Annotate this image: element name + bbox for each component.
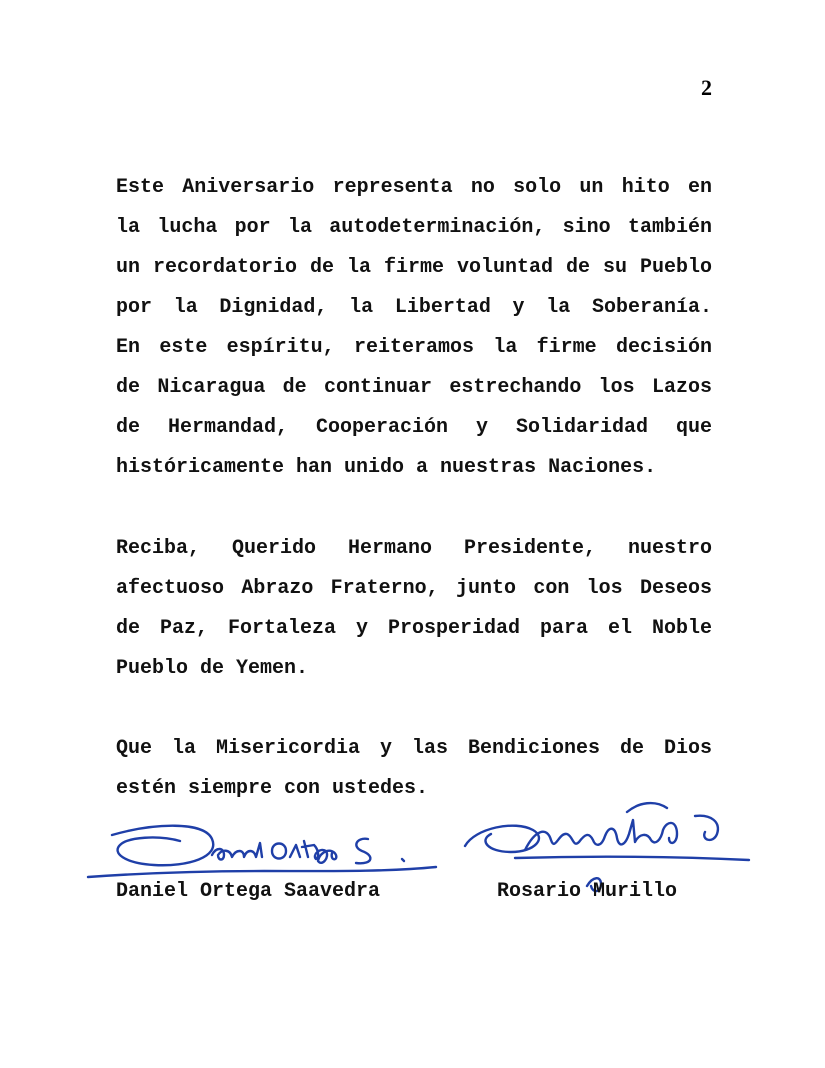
paragraph-blessing xyxy=(116,729,712,809)
paragraph-line: estén siempre con ustedes. xyxy=(116,777,429,800)
paragraph-line: Que la Misericordia y las Bendiciones de Dios xyxy=(116,737,712,760)
paragraph-line: En este espíritu, reiteramos la firme decisión xyxy=(116,336,712,359)
paragraph-line: por la Dignidad, la Libertad y la Soberanía. xyxy=(116,296,712,319)
signatory-name-ortega: Daniel Ortega Saavedra xyxy=(116,880,381,903)
paragraph-anniversary xyxy=(116,168,712,488)
paragraph-line: de Nicaragua de continuar estrechando los Lazos xyxy=(116,376,712,399)
paragraph-line: históricamente han unido a nuestras Naciones. xyxy=(116,456,657,479)
paragraph-line: un recordatorio de la firme voluntad de su Pueblo xyxy=(116,256,712,279)
signatory-name-murillo: Rosario Murillo xyxy=(497,880,678,903)
paragraph-line: Este Aniversario representa no solo un hito en xyxy=(116,176,712,199)
paragraph-line: Pueblo de Yemen. xyxy=(116,657,309,680)
paragraph-line: afectuoso Abrazo Fraterno, junto con los Deseos xyxy=(116,577,712,600)
paragraph-greeting xyxy=(116,529,712,689)
page-number: 2 xyxy=(701,75,712,100)
paragraph-line: de Paz, Fortaleza y Prosperidad para el Noble xyxy=(116,617,712,640)
paragraph-line: de Hermandad, Cooperación y Solidaridad que xyxy=(116,416,712,439)
paragraph-line: la lucha por la autodeterminación, sino también xyxy=(116,216,712,239)
paragraph-line: Reciba, Querido Hermano Presidente, nuestro xyxy=(116,537,712,560)
